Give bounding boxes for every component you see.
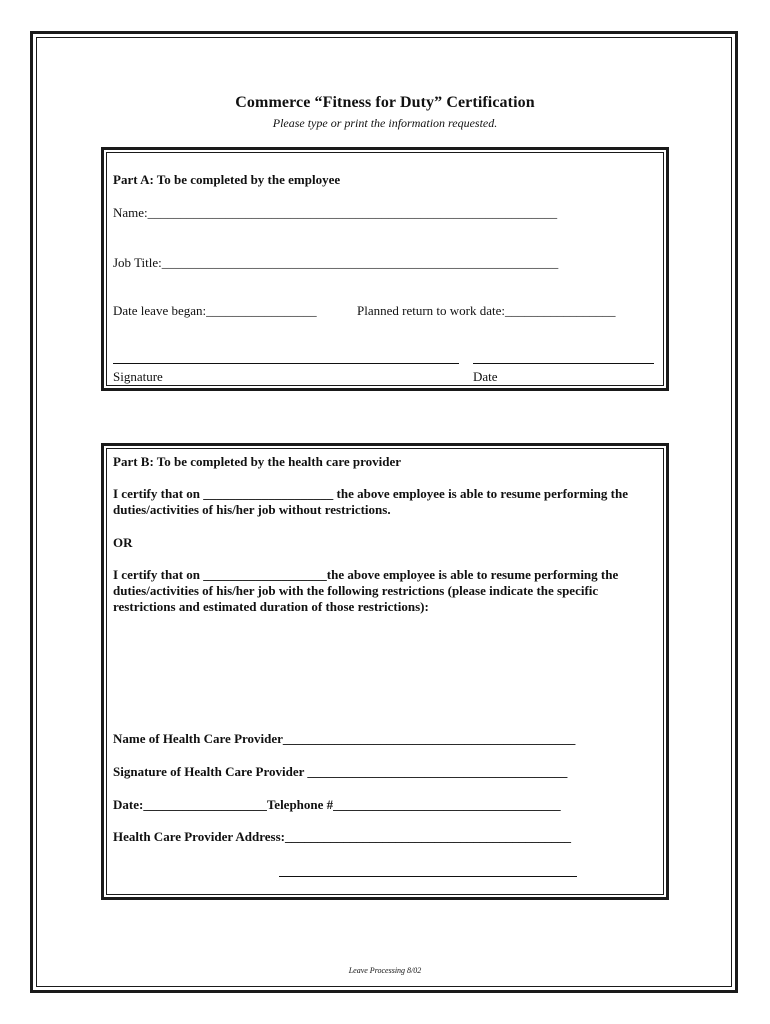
provider-signature-field[interactable]: Signature of Health Care Provider ________________________________________ [113,764,568,779]
job-title-field[interactable]: Job Title:_____________________________________________________________ [113,255,559,270]
provider-name-field[interactable]: Name of Health Care Provider_____________________________________________ [113,731,576,746]
form-subtitle: Please type or print the information requested. [272,116,498,130]
part-b-heading: Part B: To be completed by the health care provider [113,454,402,469]
form-title: Commerce “Fitness for Duty” Certification [235,94,535,111]
footer-note: Leave Processing 8/02 [348,966,422,975]
provider-address-line-2[interactable] [279,876,577,877]
date-telephone-field[interactable]: Date:___________________Telephone #___________________________________ [113,797,561,812]
date-leave-began-field[interactable]: Date leave began:_________________ [113,303,317,318]
or-label: OR [113,535,133,550]
date-line[interactable] [473,363,654,364]
signature-line[interactable] [113,363,459,364]
certify-without-restrictions[interactable]: I certify that on ____________________ the above employee is able to resume performing the duties/activities of his/her job without restrictions. [113,486,628,517]
date-label: Date [473,369,498,384]
name-field[interactable]: Name:_______________________________________________________________ [113,205,558,220]
part-a-heading: Part A: To be completed by the employee [113,172,341,187]
planned-return-date-field[interactable]: Planned return to work date:_________________ [357,303,616,318]
certify-with-restrictions[interactable]: I certify that on ___________________the above employee is able to resume performing the duties/activities of his/her job with the following restrictions (please indicate the specific restrictions and estimated duration of those restrictions): [113,567,619,614]
signature-label: Signature [113,369,163,384]
provider-address-field[interactable]: Health Care Provider Address:____________________________________________ [113,829,572,844]
